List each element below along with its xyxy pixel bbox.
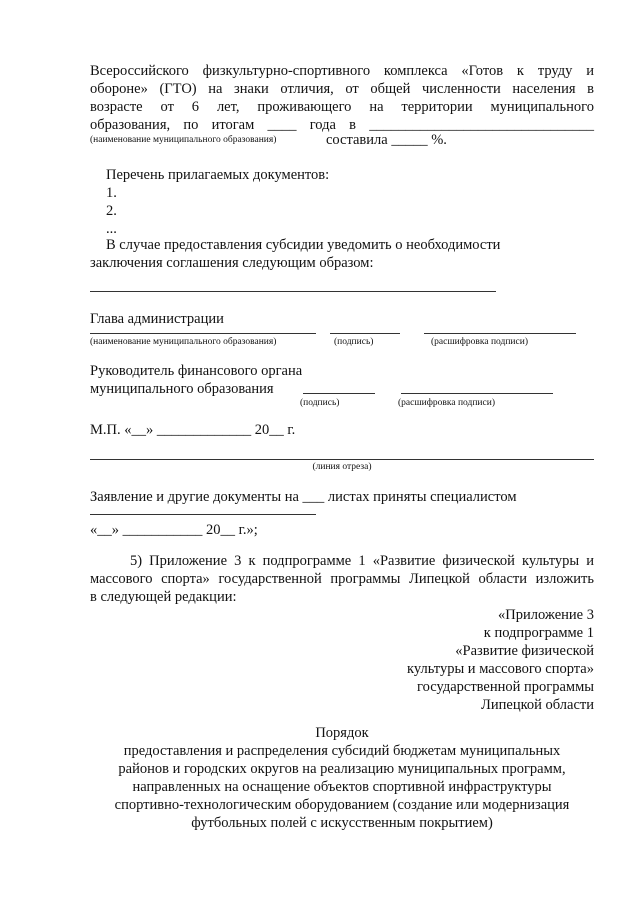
stamp-date-line: М.П. «__» _____________ 20__ г.	[90, 422, 296, 438]
intro-line-3: возрасте от 6 лет, проживающего на территории муниципального	[90, 99, 594, 115]
docs-item-3: ...	[106, 221, 117, 237]
head-admin-name-line	[90, 333, 316, 334]
docs-heading: Перечень прилагаемых документов:	[106, 167, 330, 183]
order-subtitle-line: футбольных полей с искусственным покрытием)	[191, 815, 493, 831]
appendix-header-line: Липецкой области	[481, 697, 594, 713]
order-subtitle-line: предоставления и распределения субсидий бюджетам муниципальных	[123, 743, 561, 759]
notify-line-2: заключения соглашения следующим образом:	[90, 255, 374, 271]
appendix-header-line: культуры и массового спорта»	[407, 661, 594, 677]
received-line-2: «__» ___________ 20__ г.»;	[90, 522, 258, 538]
intro-line-5: составила _____ %.	[326, 132, 447, 148]
fin-head-decode-caption: (расшифровка подписи)	[398, 398, 495, 408]
appendix-header-line: «Развитие физической	[455, 643, 594, 659]
fin-head-sign-caption: (подпись)	[300, 398, 340, 408]
received-line-1: Заявление и другие документы на ___ листах приняты специалистом	[90, 489, 517, 505]
amendment-line-3: в следующей редакции:	[90, 589, 237, 605]
order-subtitle-line: районов и городских округов на реализацию муниципальных программ,	[118, 761, 566, 777]
cut-line-caption: (линия отреза)	[312, 462, 372, 472]
head-admin-decode-line	[424, 333, 576, 334]
appendix-header-line: «Приложение 3	[498, 607, 594, 623]
head-admin-name-caption: (наименование муниципального образования)	[90, 337, 277, 347]
order-subtitle-line: спортивно-технологическим оборудованием (создание или модернизация	[114, 797, 570, 813]
docs-item-1: 1.	[106, 185, 117, 201]
fin-head-decode-line	[401, 393, 553, 394]
municipality-caption: (наименование муниципального образования)	[90, 135, 277, 145]
fin-head-title-1: Руководитель финансового органа	[90, 363, 303, 379]
appendix-header-line: государственной программы	[417, 679, 594, 695]
head-admin-decode-caption: (расшифровка подписи)	[431, 337, 528, 347]
appendix-header-line: к подпрограмме 1	[483, 625, 594, 641]
head-admin-sign-caption: (подпись)	[334, 337, 374, 347]
intro-line-2: обороне» (ГТО) на знаки отличия, от общей численности населения в	[90, 81, 594, 97]
order-title: Порядок	[315, 725, 369, 741]
cut-line	[90, 459, 594, 460]
head-admin-title: Глава администрации	[90, 311, 224, 327]
order-subtitle-line: направленных на оснащение объектов спортивной инфраструктуры	[132, 779, 552, 795]
head-admin-sign-line	[330, 333, 400, 334]
intro-line-4: образования, по итогам ____ года в _______________________________	[90, 117, 594, 133]
fin-head-sign-line	[303, 393, 375, 394]
docs-item-2: 2.	[106, 203, 117, 219]
intro-line-1: Всероссийского физкультурно-спортивного комплекса «Готов к труду и	[90, 63, 594, 79]
amendment-line-1: 5) Приложение 3 к подпрограмме 1 «Развитие физической культуры и	[130, 553, 594, 569]
received-specialist-line	[90, 514, 316, 515]
notify-line-1: В случае предоставления субсидии уведомить о необходимости	[106, 237, 501, 253]
fin-head-title-2: муниципального образования	[90, 381, 274, 397]
amendment-line-2: массового спорта» государственной программы Липецкой области изложить	[90, 571, 594, 587]
notify-blank-line	[90, 291, 496, 292]
